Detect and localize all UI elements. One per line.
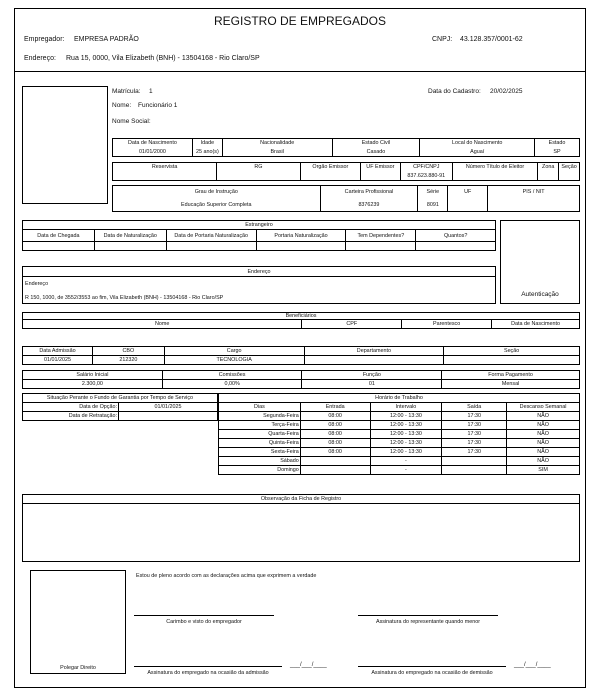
th-rg: RG [217,163,300,172]
horario-row [219,466,580,475]
estrangeiro-header-row [23,230,496,242]
endereco-label: Endereço [25,281,49,287]
descanso-cell: NÃO [507,421,580,430]
td-pis [488,199,580,212]
fgts-opcao-row [23,403,218,412]
contrato-table-2 [22,370,580,389]
horario-row [219,430,580,439]
beneficiarios-title: Beneficiários [23,313,580,320]
th-estado: Estado [535,139,580,148]
td-secao [559,172,580,181]
th-quantos: Quantos? [416,230,496,242]
entrada-cell: 08:00 [300,412,370,421]
personal-header-row-2 [113,163,580,172]
th-descanso: Descanso Semanal [507,403,580,412]
horario-table [218,393,580,475]
personal-header-row-3 [113,186,580,199]
nome-value: Funcionário 1 [138,102,178,109]
endereco-divider [22,276,496,277]
horario-row [219,412,580,421]
descanso-cell: NÃO [507,412,580,421]
horario-row [219,457,580,466]
th-idade: Idade [192,139,222,148]
matricula-label: Matrícula: [112,88,141,95]
th-secao-contrato: Seção [444,347,580,356]
th-forma-pagamento: Forma Pagamento [442,371,580,380]
th-funcao: Função [302,371,442,380]
td-uf-emissor [361,172,401,181]
intervalo-cell: - [370,466,442,475]
representante-line [358,615,498,616]
saida-cell [442,466,507,475]
entrada-cell: 08:00 [300,421,370,430]
td-funcao: 01 [302,380,442,389]
th-parentesco: Parentesco [402,320,492,329]
descanso-cell: NÃO [507,439,580,448]
dia-cell: Quinta-Feira [219,439,301,448]
horario-title-row [219,394,580,403]
entrada-cell: 08:00 [300,430,370,439]
th-uf-emissor: UF Emissor [361,163,401,172]
dia-cell: Sábado [219,457,301,466]
fgts-title-row [23,394,218,403]
td-dependentes [346,242,416,251]
autenticacao-label: Autenticação [521,291,559,298]
th-cpf-benef: CPF [302,320,402,329]
demissao-label: Assinatura do empregado na ocasião de demissão [371,670,493,676]
personal-table-3 [112,185,580,212]
address-value: Rua 15, 0000, Vila Elizabeth (BNH) - 13504168 - Rio Claro/SP [66,55,260,62]
polegar-label: Polegar Direito [60,665,96,671]
descanso-cell: NÃO [507,457,580,466]
observacao-box [22,494,580,562]
th-data-chegada: Data de Chegada [23,230,95,242]
saida-cell [442,457,507,466]
matricula-value: 1 [149,88,153,95]
td-quantos [416,242,496,251]
td-titulo [452,172,537,181]
beneficiarios-table [22,312,580,329]
td-reservista [113,172,217,181]
descanso-cell: NÃO [507,430,580,439]
demissao-date: ___/___/____ [514,662,551,668]
cnpj-label: CNPJ: [432,36,453,43]
personal-value-row-3 [113,199,580,212]
photo-box [22,86,108,204]
th-cargo: Cargo [164,347,304,356]
demissao-line [358,666,506,667]
th-orgao: Orgão Emissor [300,163,360,172]
cadastro-value: 20/02/2025 [490,88,523,95]
fgts-retratacao-row [23,412,218,421]
nome-label: Nome: [112,102,132,109]
descanso-cell: NÃO [507,448,580,457]
personal-value-row-1 [113,148,580,157]
saida-cell: 17:30 [442,412,507,421]
th-zona: Zona [538,163,559,172]
td-uf [448,199,488,212]
th-data-nascimento-benef: Data de Nascimento [492,320,580,329]
intervalo-cell: - [370,457,442,466]
admissao-label: Assinatura do empregado na ocasião da admissão [147,670,269,676]
intervalo-cell: 12:00 - 13:30 [370,448,442,457]
carimbo-line [134,615,274,616]
th-departamento: Departamento [304,347,444,356]
contrato-value-row-2 [23,380,580,389]
descanso-cell: SIM [507,466,580,475]
beneficiarios-header-row [23,320,580,329]
contrato-value-row-1 [23,356,580,365]
td-estado-civil: Casado [332,148,420,157]
intervalo-cell: 12:00 - 13:30 [370,421,442,430]
th-saida: Saída [442,403,507,412]
td-estado: SP [535,148,580,157]
address-label: Endereço: [24,55,56,62]
contrato-header-row-2 [23,371,580,380]
saida-cell: 17:30 [442,430,507,439]
endereco-value: R 150, 1000, de 3552/3553 ao fim, Vila Elizabeth (BNH) - 13504168 - Rio Claro/SP [25,295,224,301]
th-serie: Série [418,186,448,199]
td-grau-instrucao: Educação Superior Completa [113,199,321,212]
th-pis: PIS / NIT [488,186,580,199]
personal-value-row-2 [113,172,580,181]
horario-row [219,448,580,457]
observacao-title: Observação da Ficha de Registro [260,496,342,502]
td-cargo: TECNOLOGIA [164,356,304,365]
th-nacionalidade: Nacionalidade [222,139,332,148]
dia-cell: Quarta-Feira [219,430,301,439]
saida-cell: 17:30 [442,421,507,430]
td-cbo: 212320 [92,356,164,365]
intervalo-cell: 12:00 - 13:30 [370,439,442,448]
td-rg [217,172,300,181]
estrangeiro-title-row [23,221,496,230]
td-zona [538,172,559,181]
dia-cell: Segunda-Feira [219,412,301,421]
personal-table-2 [112,162,580,181]
polegar-box [30,570,126,674]
intervalo-cell: 12:00 - 13:30 [370,430,442,439]
th-entrada: Entrada [300,403,370,412]
fgts-retratacao-label: Data de Retratação: [23,412,119,421]
fgts-retratacao-value [119,412,218,421]
declaracao-text: Estou de pleno acordo com as declarações acima que exprimem a verdade [136,573,317,579]
th-admissao: Data Admissão [23,347,93,356]
estrangeiro-table [22,220,496,251]
th-secao: Seção [559,163,580,172]
cnpj-value: 43.128.357/0001-62 [460,36,523,43]
td-departamento [304,356,444,365]
th-cpf: CPF/CNPJ [400,163,452,172]
carimbo-label: Carimbo e visto do empregador [166,619,242,625]
fgts-table [22,393,218,421]
employer-label: Empregador: [24,36,65,43]
td-admissao: 01/01/2025 [23,356,93,365]
td-carteira: 8376239 [320,199,418,212]
fgts-title: Situação Perante o Fundo de Garantia por Tempo de Serviço [23,394,218,403]
endereco-title: Endereço [247,269,271,275]
contrato-header-row-1 [23,347,580,356]
fgts-opcao-value: 01/01/2025 [119,403,218,412]
td-comissoes: 0,00% [162,380,302,389]
th-portaria: Portaria Naturalização [256,230,346,242]
entrada-cell [300,457,370,466]
entrada-cell: 08:00 [300,448,370,457]
th-salario: Salário Inicial [23,371,163,380]
td-portaria [256,242,346,251]
representante-label: Assinatura do representante quando menor [376,619,480,625]
fgts-opcao-label: Data de Opção: [23,403,119,412]
td-forma-pagamento: Mensal [442,380,580,389]
horario-title: Horário de Trabalho [219,394,580,403]
entrada-cell [300,466,370,475]
dia-cell: Domingo [219,466,301,475]
th-local-nascimento: Local do Nascimento [420,139,535,148]
personal-table-1 [112,138,580,157]
td-secao-contrato [444,356,580,365]
th-comissoes: Comissões [162,371,302,380]
th-estado-civil: Estado Civil [332,139,420,148]
th-dependentes: Tem Dependentes? [346,230,416,242]
beneficiarios-title-row [23,313,580,320]
th-cbo: CBO [92,347,164,356]
entrada-cell: 08:00 [300,439,370,448]
cadastro-label: Data do Cadastro: [428,88,481,95]
horario-row [219,439,580,448]
th-dias: Dias [219,403,301,412]
personal-header-row-1 [113,139,580,148]
intervalo-cell: 12:00 - 13:30 [370,412,442,421]
estrangeiro-title: Estrangeiro [23,221,496,230]
admissao-line [134,666,282,667]
td-idade: 25 ano(s) [192,148,222,157]
th-nome: Nome [23,320,302,329]
td-cpf: 837.623.880-91 [400,172,452,181]
saida-cell: 17:30 [442,448,507,457]
th-carteira: Carteira Profissional [320,186,418,199]
estrangeiro-value-row [23,242,496,251]
admissao-date: ___/___/____ [290,662,327,668]
saida-cell: 17:30 [442,439,507,448]
td-nascimento: 01/01/2000 [113,148,193,157]
dia-cell: Terça-Feira [219,421,301,430]
horario-header-row [219,403,580,412]
th-intervalo: Intervalo [370,403,442,412]
td-nacionalidade: Brasil [222,148,332,157]
td-orgao [300,172,360,181]
td-serie: 8091 [418,199,448,212]
observacao-divider [22,503,580,504]
page-title: REGISTRO DE EMPREGADOS [213,14,387,28]
th-reservista: Reservista [113,163,217,172]
th-titulo: Número Título de Eleitor [452,163,537,172]
th-grau-instrucao: Grau de Instrução [113,186,321,199]
th-data-portaria: Data de Portaria Naturalização [166,230,256,242]
th-nascimento: Data de Nascimento [113,139,193,148]
employer-value: EMPRESA PADRÃO [74,36,139,43]
th-data-naturalizacao: Data de Naturalização [94,230,166,242]
td-data-naturalizacao [94,242,166,251]
horario-row [219,421,580,430]
td-data-portaria [166,242,256,251]
td-salario: 2.300,00 [23,380,163,389]
nome-social-label: Nome Social: [112,118,151,125]
td-local-nascimento: Aguaí [420,148,535,157]
contrato-table-1 [22,346,580,365]
td-data-chegada [23,242,95,251]
th-uf: UF [448,186,488,199]
dia-cell: Sexta-Feira [219,448,301,457]
